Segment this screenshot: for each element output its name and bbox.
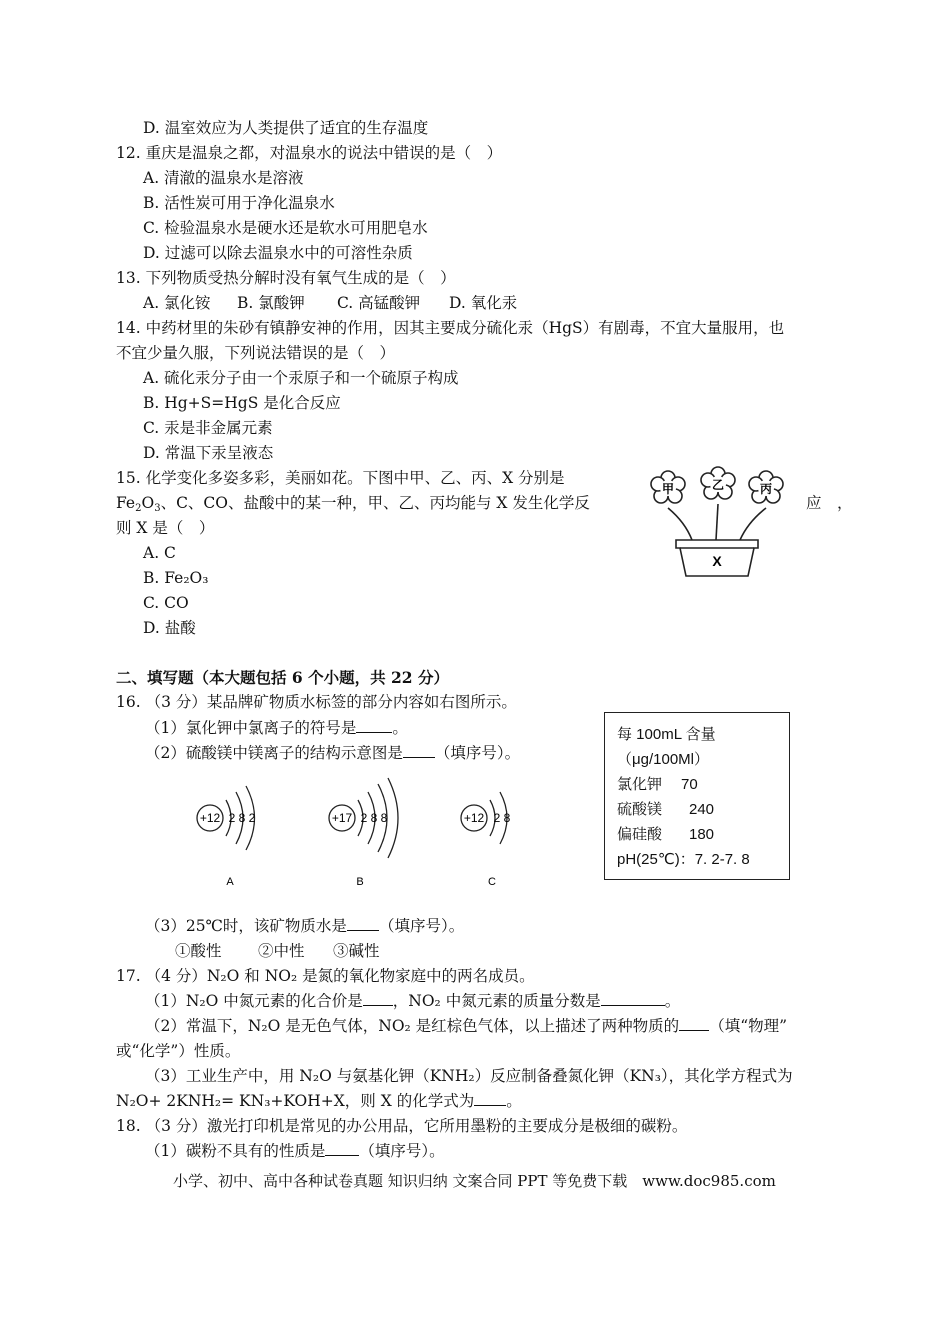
q15-stem-line2-tail: 应 ， [806, 494, 853, 512]
q14-stem-line2: 不宜少量久服，下列说法错误的是（ ） [116, 344, 396, 362]
q14-option-d: D. 常温下汞呈液态 [143, 444, 274, 462]
q15-option-c: C. CO [143, 594, 189, 612]
q16-option-1: ①酸性 [175, 942, 222, 960]
label-ph: pH(25℃)：7. 2-7. 8 [617, 851, 750, 868]
q12-option-a: A. 清澈的温泉水是溶液 [143, 169, 304, 187]
label-row-name: 偏硅酸 [617, 826, 663, 843]
q17-part3: （3）工业生产中，用 N₂O 与氨基化钾（KNH₂）反应制备叠氮化钾（KN₃），其化学方程式为 [145, 1067, 793, 1085]
q15-stem-line2: $Fe_2O_3$、C、CO、盐酸中的某一种，甲、乙、丙均能与 X 发生化学反 [116, 494, 590, 514]
flower-label-1: 甲 [661, 482, 675, 496]
q15-flower-pot-figure [630, 460, 790, 580]
flower-label-3: 丙 [759, 482, 773, 496]
q17-part1: （1）N₂O 中氮元素的化合价是 ，NO₂ 中氮元素的质量分数是 。 [145, 992, 681, 1010]
q13-option-d: D. 氧化汞 [449, 294, 518, 312]
q13-option-b: B. 氯酸钾 [237, 294, 305, 312]
q11-option-d: D. 温室效应为人类提供了适宜的生存温度 [143, 119, 429, 137]
flower-label-2: 乙 [711, 478, 725, 492]
q16-option-3: ③碱性 [333, 942, 380, 960]
atom-a-electrons: 2 8 2 [228, 811, 256, 825]
atom-c-nucleus: +12 [463, 811, 485, 825]
q17-part3-cont: N₂O+ 2KNH₂= KN₃+KOH+X，则 X 的化学式为 。 [116, 1092, 522, 1110]
q18-stem: 18. （3 分）激光打印机是常见的办公用品，它所用墨粉的主要成分是极细的碳粉。 [116, 1117, 688, 1135]
q12-option-d: D. 过滤可以除去温泉水中的可溶性杂质 [143, 244, 413, 262]
atom-b-nucleus: +17 [331, 811, 353, 825]
atom-b-electrons: 2 8 8 [360, 811, 388, 825]
q13-option-c: C. 高锰酸钾 [337, 294, 421, 312]
mineral-water-label-box [604, 712, 790, 880]
q16-stem: 16. （3 分）某品牌矿物质水标签的部分内容如右图所示。 [116, 693, 517, 711]
label-row-value: 180 [689, 826, 715, 843]
q13-stem: 13. 下列物质受热分解时没有氧气生成的是（ ） [116, 269, 456, 287]
q16-part3: （3）25℃时，该矿物质水是 （填序号）。 [145, 917, 465, 935]
q15-option-a: A. C [143, 544, 176, 562]
q16-option-2: ②中性 [258, 942, 305, 960]
q14-option-a: A. 硫化汞分子由一个汞原子和一个硫原子构成 [143, 369, 459, 387]
atom-b-label: B [356, 876, 364, 888]
q14-option-c: C. 汞是非金属元素 [143, 419, 273, 437]
q12-option-c: C. 检验温泉水是硬水还是软水可用肥皂水 [143, 219, 428, 237]
q18-part1: （1）碳粉不具有的性质是 （填序号）。 [145, 1142, 445, 1160]
q16-part1: （1）氯化钾中氯离子的符号是 。 [145, 719, 408, 737]
q12-option-b: B. 活性炭可用于净化温泉水 [143, 194, 335, 212]
q12-stem: 12. 重庆是温泉之都，对温泉水的说法中错误的是（ ） [116, 144, 503, 162]
q17-part2-cont: 或“化学”）性质。 [116, 1042, 241, 1060]
section2-title: 二、填写题（本大题包括 6 个小题，共 22 分） [116, 668, 449, 687]
q15-stem-line3: 则 X 是（ ） [116, 519, 215, 537]
label-row-name: 氯化钾 [617, 776, 663, 793]
pot-label: X [712, 553, 722, 569]
q14-option-b: B. Hg+S=HgS 是化合反应 [143, 394, 341, 412]
atom-c-label: C [488, 876, 496, 888]
q15-option-b: B. Fe₂O₃ [143, 569, 209, 587]
atom-a-nucleus: +12 [199, 811, 221, 825]
q15-stem-line2-text: 、C、CO、盐酸中的某一种，甲、乙、丙均能与 X 发生化学反 [160, 494, 590, 512]
q17-part2: （2）常温下，N₂O 是无色气体，NO₂ 是红棕色气体，以上描述了两种物质的 （填“物理” [145, 1017, 788, 1035]
q15-option-d: D. 盐酸 [143, 619, 196, 637]
atom-diagrams [190, 772, 540, 892]
q16-part2: （2）硫酸镁中镁离子的结构示意图是 （填序号）。 [145, 744, 521, 762]
label-unit: （μg/100Ml） [617, 751, 710, 768]
atom-a-label: A [226, 876, 234, 888]
label-row-value: 70 [681, 776, 698, 793]
q15-stem-line1: 15. 化学变化多姿多彩，美丽如花。下图中甲、乙、丙、X 分别是 [116, 469, 565, 487]
q13-option-a: A. 氯化铵 [143, 294, 211, 312]
atom-c-electrons: 2 8 [493, 811, 511, 825]
page-footer: 小学、初中、高中各种试卷真题 知识归纳 文案合同 PPT 等免费下载 www.doc985.com [173, 1172, 776, 1190]
label-title: 每 100mL 含量 [617, 726, 716, 743]
q14-stem-line1: 14. 中药材里的朱砂有镇静安神的作用，因其主要成分硫化汞（HgS）有剧毒，不宜大量服用，也 [116, 319, 785, 337]
label-row-name: 硫酸镁 [617, 801, 663, 818]
label-row-value: 240 [689, 801, 715, 818]
q17-stem: 17. （4 分）N₂O 和 NO₂ 是氮的氧化物家庭中的两名成员。 [116, 967, 535, 985]
